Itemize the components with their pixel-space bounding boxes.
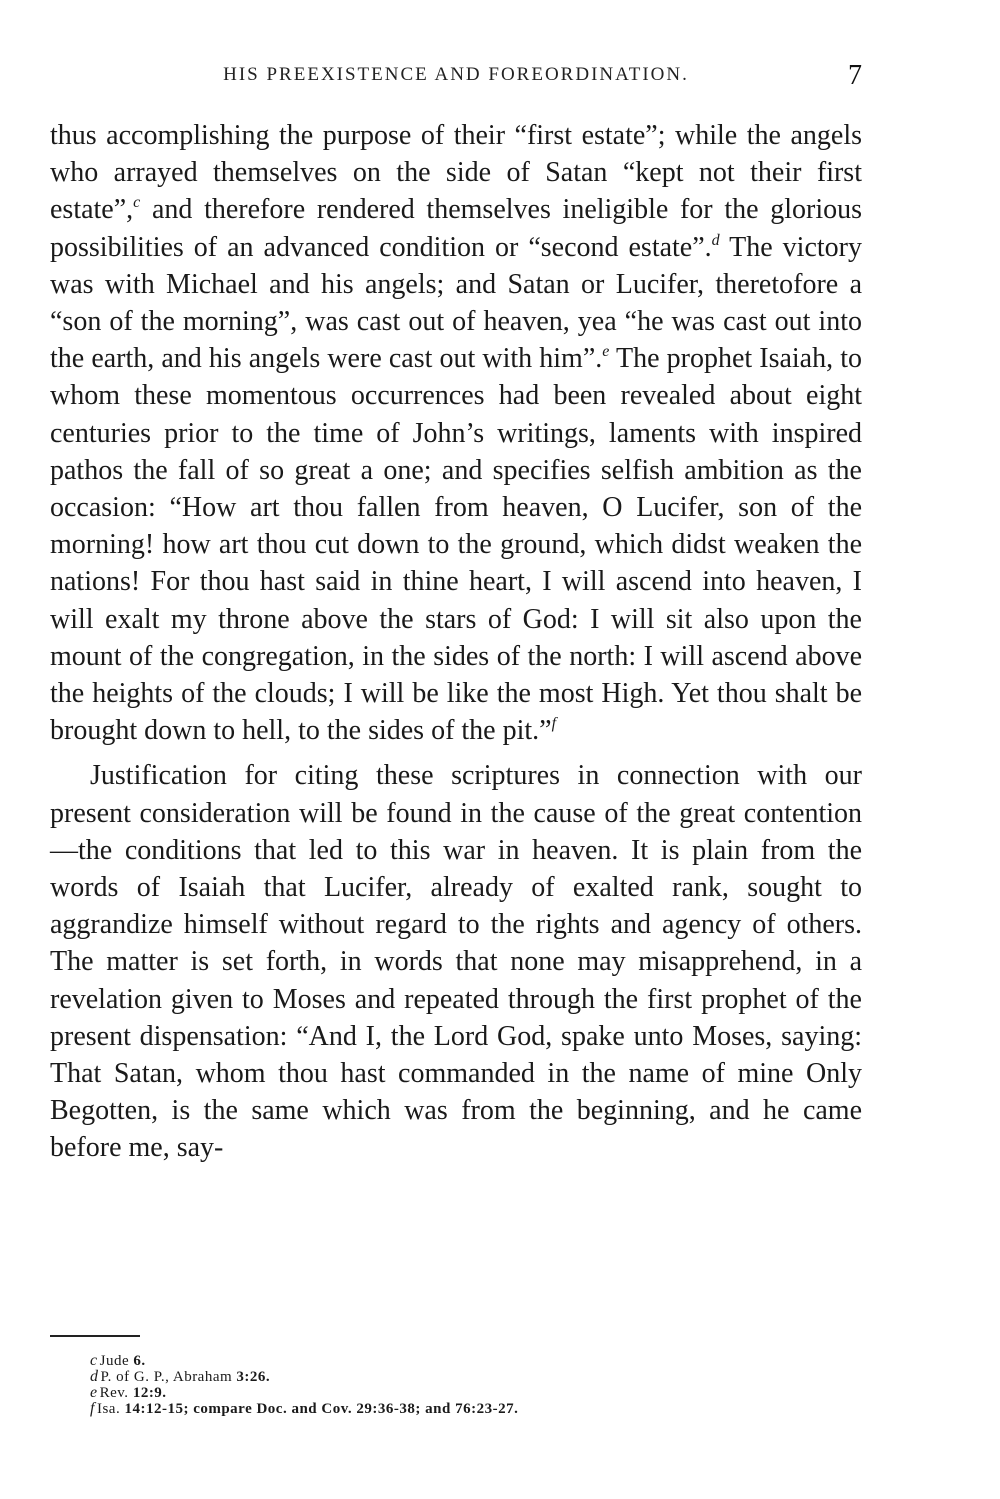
footnote-divider	[50, 1335, 140, 1337]
footnote-ref-text: 12:9.	[132, 1385, 167, 1401]
footnote-c	[90, 1353, 790, 1369]
footnote-ref-d: d	[711, 231, 720, 249]
text-segment: thus accomplishing the purpose of their “first estate”; while the angels who arrayed themselves on the side of Satan “kept not their first estate”,	[50, 120, 862, 226]
footnote-ref-e: e	[602, 343, 610, 361]
footnote-text: P. of G. P., Abraham	[100, 1369, 237, 1385]
footnote-ref-f: f	[551, 715, 557, 733]
footnote-text: Isa.	[96, 1401, 125, 1417]
footnote-ref-text: 14:12-15; compare Doc. and Cov. 29:36-38; and 76:23-27.	[124, 1401, 519, 1417]
body-text	[50, 117, 862, 1167]
footnote-f	[90, 1401, 790, 1417]
footnote-mark: f	[90, 1400, 95, 1417]
running-head	[50, 60, 862, 100]
footnote-text: Jude	[99, 1353, 134, 1369]
text-segment: The victory was with Michael and his angels; and Satan or Lucifer, theretofore a “son of the morning”, was cast out of heaven, yea “he was cast out into the earth, and his angels were cast out with him”.	[50, 231, 862, 375]
footnote-mark: d	[90, 1368, 99, 1385]
footnote-e	[90, 1385, 790, 1401]
footnote-ref-text: 3:26.	[236, 1369, 271, 1385]
paragraph-2: Justification for citing these scriptures in connection with our present consideration will be found in the cause of the great contention—the conditions that led to this war in heaven. It is plain from the words of Isaiah that Lucifer, already of exalted rank, sought to aggrandize himself without regard to the rights and agency of others. The matter is set forth, in words that none may misapprehend, in a revelation given to Moses and repeated through the first prophet of the present dispensation: “And I, the Lord God, spake unto Moses, saying: That Satan, whom thou hast commanded in the name of mine Only Begotten, is the same which was from the beginning, and he came before me, say-	[50, 760, 862, 1164]
paragraph-1	[50, 117, 862, 749]
footnote-mark: e	[90, 1384, 98, 1401]
text-segment: and therefore rendered themselves ineligible for the glorious possibilities of an advanced condition or “second estate”.	[50, 194, 862, 263]
page-number: 7	[848, 60, 862, 91]
footnotes	[90, 1353, 790, 1417]
footnote-ref-c: c	[133, 194, 141, 212]
footnote-text: Rev.	[99, 1385, 133, 1401]
running-title: HIS PREEXISTENCE AND FOREORDINATION.	[223, 64, 689, 85]
footnote-ref-text: 6.	[133, 1353, 146, 1369]
text-segment: The prophet Isaiah, to whom these momentous occurrences had been revealed about eight centuries prior to the time of John’s writings, laments with inspired pathos the fall of so great a one; and specifies selfish ambition as the occasion: “How art thou fallen from heaven, O Lucifer, son of the morning! how art thou cut down to the ground, which didst weaken the nations! For thou hast said in thine heart, I will ascend into heaven, I will exalt my throne above the stars of God: I will sit also upon the mount of the congregation, in the sides of the north: I will ascend above the heights of the clouds; I will be like the most High. Yet thou shalt be brought down to hell, to the sides of the pit.”	[50, 343, 862, 747]
footnote-d	[90, 1369, 790, 1385]
footnote-mark: c	[90, 1352, 98, 1369]
